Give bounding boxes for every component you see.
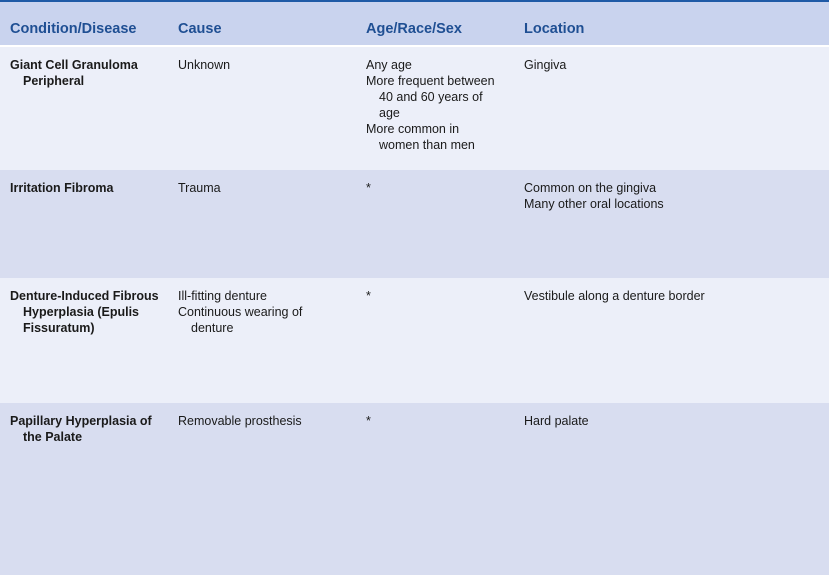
condition-cell: Papillary Hyperplasia of the Palate	[10, 414, 152, 444]
cause-line: Continuous wearing of denture	[178, 305, 303, 335]
demographics-cell	[366, 180, 516, 196]
demographics-cell	[366, 413, 516, 429]
cause-cell	[178, 413, 358, 429]
location-cell	[524, 57, 824, 73]
condition-cell: Denture-Induced Fibrous Hyperplasia (Epulis Fissuratum)	[10, 289, 159, 335]
location-line: Gingiva	[524, 58, 567, 72]
header-condition: Condition/Disease	[10, 21, 137, 37]
cause-cell	[178, 180, 358, 196]
location-line: Common on the gingiva	[524, 181, 657, 195]
demographics-line: *	[366, 414, 371, 428]
cause-line: Ill-fitting denture	[178, 289, 267, 303]
table-row	[0, 170, 829, 278]
cause-line: Unknown	[178, 58, 231, 72]
cause-cell	[178, 57, 358, 73]
demographics-line: Any age	[366, 58, 412, 72]
demographics-cell	[366, 57, 496, 153]
table-row	[0, 47, 829, 170]
demographics-line: More frequent between 40 and 60 years of age	[366, 74, 495, 120]
table-row	[0, 278, 829, 403]
location-cell	[524, 413, 824, 429]
cause-cell	[178, 288, 338, 336]
location-cell	[524, 288, 824, 304]
condition-cell: Giant Cell Granuloma Peripheral	[10, 58, 138, 88]
header-age-race-sex: Age/Race/Sex	[366, 21, 462, 37]
demographics-cell	[366, 288, 516, 304]
demographics-line: More common in women than men	[366, 122, 475, 152]
location-line: Hard palate	[524, 414, 589, 428]
condition-cell: Irritation Fibroma	[10, 181, 114, 195]
location-cell	[524, 180, 824, 212]
location-line: Vestibule along a denture border	[524, 289, 705, 303]
table-row	[0, 403, 829, 575]
location-line: Many other oral locations	[524, 197, 664, 211]
cause-line: Trauma	[178, 181, 221, 195]
header-location: Location	[524, 21, 585, 37]
table-header	[0, 2, 829, 47]
demographics-line: *	[366, 181, 371, 195]
cause-line: Removable prosthesis	[178, 414, 302, 428]
demographics-line: *	[366, 289, 371, 303]
header-cause: Cause	[178, 21, 222, 37]
